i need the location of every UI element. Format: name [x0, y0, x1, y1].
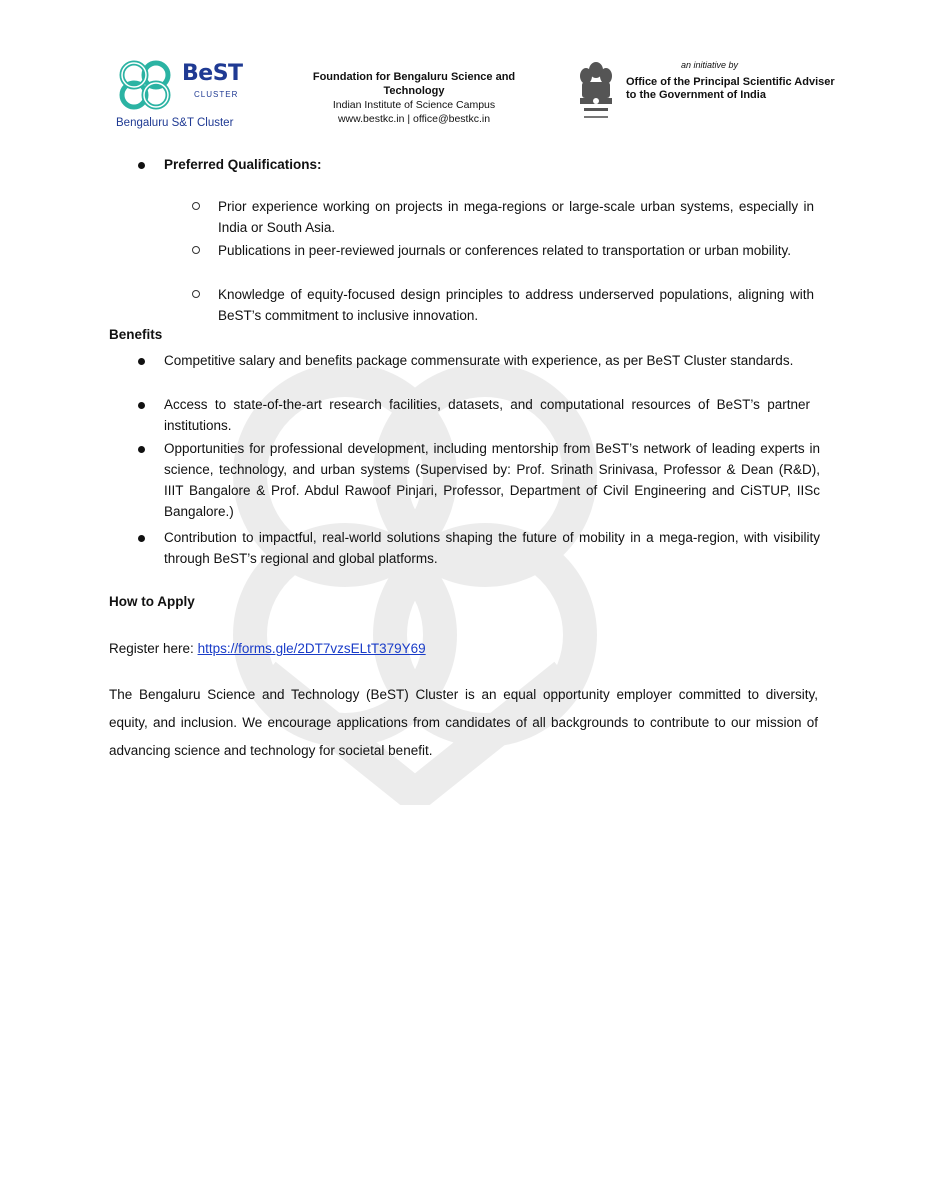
register-line [109, 638, 426, 659]
bullet-icon [138, 535, 145, 542]
psa-office-line-1: Office of the Principal Scientific Adviser [626, 76, 835, 88]
preferred-item: Knowledge of equity-focused design principles to address underserved populations, aligning with BeST’s commitment to inclusive innovation. [218, 287, 814, 323]
bullet-icon [138, 162, 145, 169]
preferred-item: Publications in peer-reviewed journals or conferences related to transportation or urban mobility. [218, 243, 792, 258]
sub-bullet-icon [192, 246, 200, 254]
how-to-apply-heading: How to Apply [109, 594, 195, 609]
bullet-icon [138, 446, 145, 453]
preferred-qualifications-heading: Preferred Qualifications: [164, 157, 322, 172]
logo-subbrand-text: CLUSTER [194, 90, 239, 99]
foundation-name: Foundation for Bengaluru Science and Technology [312, 71, 516, 97]
best-cluster-logo-icon [114, 57, 176, 115]
sub-bullet-icon [192, 290, 200, 298]
logo-brand-text: BeST [182, 61, 243, 86]
benefit-item: Opportunities for professional development, including mentorship from BeST’s network of leading experts in science, technology, and urban systems (Supervised by: Prof. Srinath Srinivasa, Professor & Dean (R&D), IIIT Bangalore & Prof. Abdul Rawoof Pinjari, Professor, Department of Civil Engineering and CiSTUP, IISc Bangalore.) [164, 441, 820, 519]
foundation-info [284, 70, 544, 126]
best-cluster-logo [110, 57, 250, 132]
foundation-campus: Indian Institute of Science Campus [332, 99, 496, 111]
bullet-icon [138, 402, 145, 409]
benefit-item: Competitive salary and benefits package commensurate with experience, as per BeST Cluster standards. [164, 353, 794, 368]
register-label: Register here: [109, 641, 194, 656]
psa-office-info [626, 59, 866, 102]
benefits-heading: Benefits [109, 327, 163, 342]
bullet-icon [138, 358, 145, 365]
national-emblem-icon [574, 56, 618, 126]
benefit-item: Access to state-of-the-art research facilities, datasets, and computational resources of BeST’s partner institutions. [164, 397, 810, 433]
logo-caption: Bengaluru S&T Cluster [116, 117, 234, 129]
initiative-tagline: an initiative by [681, 60, 739, 70]
preferred-item: Prior experience working on projects in mega-regions or large-scale urban systems, especially in India or South Asia. [218, 199, 814, 235]
sub-bullet-icon [192, 202, 200, 210]
foundation-contact: www.bestkc.in | office@bestkc.in [337, 113, 491, 125]
benefit-item: Contribution to impactful, real-world solutions shaping the future of mobility in a mega-region, with visibility through BeST’s regional and global platforms. [164, 530, 820, 566]
equal-opportunity-statement: The Bengaluru Science and Technology (BeST) Cluster is an equal opportunity employer committed to diversity, equity, and inclusion. We encourage applications from candidates of all backgrounds to contribute to our mission of advancing science and technology for societal benefit. [109, 687, 818, 758]
psa-office-line-2: to the Government of India [626, 89, 766, 101]
registration-link[interactable]: https://forms.gle/2DT7vzsELtT379Y69 [197, 641, 426, 656]
